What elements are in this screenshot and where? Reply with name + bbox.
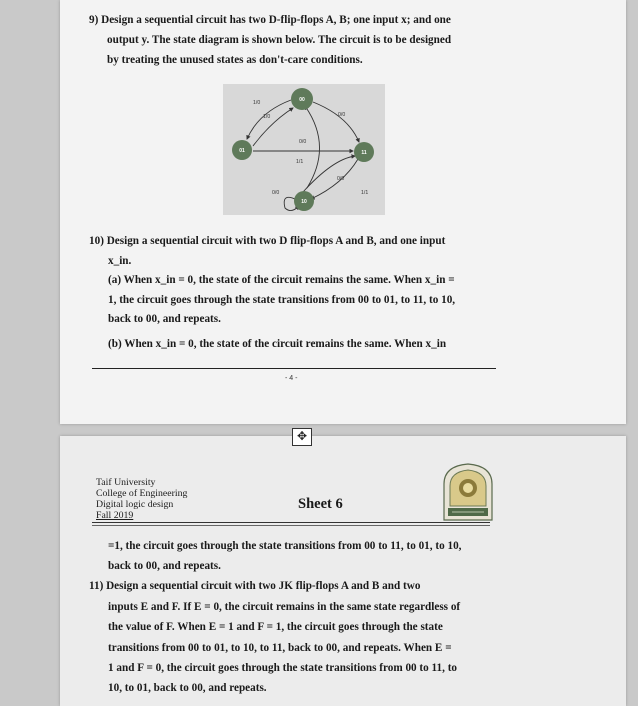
edge-label-3: 0/0: [338, 112, 346, 118]
q10-line-1: 10) Design a sequential circuit with two D flip-flops A and B, and one input: [89, 235, 446, 247]
edge-01-00: [253, 108, 293, 146]
edge-label-8: 0/0: [272, 190, 280, 196]
edge-label-4: 0/0: [299, 139, 307, 145]
edge-label-2: 1/0: [263, 114, 271, 120]
state-label-11: 11: [361, 150, 367, 156]
q10-line-4: 1, the circuit goes through the state transitions from 00 to 01, to 11, to 10,: [108, 294, 456, 306]
q9-line-2: output y. The state diagram is shown below. The circuit is to be designed: [107, 34, 452, 46]
state-label-01: 01: [239, 148, 245, 154]
q10-line-2: x_in.: [108, 255, 132, 267]
q10-line-5: back to 00, and repeats.: [108, 313, 221, 325]
q11-line-4: transitions from 00 to 01, to 10, to 11, back to 00, and repeats. When E =: [108, 642, 452, 654]
q11-line-3: the value of F. When E = 1 and F = 1, the circuit goes through the state: [108, 621, 443, 633]
header-rule: [92, 522, 490, 523]
page-move-handle[interactable]: ✥: [292, 428, 312, 446]
header-course: Digital logic design: [96, 499, 174, 510]
footer-rule: [92, 368, 496, 369]
q10-line-3: (a) When x_in = 0, the state of the circuit remains the same. When x_in =: [108, 274, 455, 286]
state-diagram: [223, 84, 385, 215]
header-college: College of Engineering: [96, 488, 188, 499]
q10-line-6: (b) When x_in = 0, the state of the circuit remains the same. When x_in: [108, 338, 447, 350]
q10-cont-line-1: =1, the circuit goes through the state transitions from 00 to 11, to 01, to 10,: [108, 540, 462, 552]
header-rule-2: [92, 525, 490, 526]
q11-line-2: inputs E and F. If E = 0, the circuit remains in the same state regardless of: [108, 601, 461, 613]
edge-11-10: [311, 159, 358, 199]
page-number: - 4 -: [285, 375, 298, 382]
university-logo: [440, 462, 496, 522]
edge-label-1: 1/0: [253, 100, 261, 106]
state-label-10: 10: [301, 199, 307, 205]
q11-line-5: 1 and F = 0, the circuit goes through the state transitions from 00 to 11, to: [108, 662, 458, 674]
header-university: Taif University: [96, 477, 156, 488]
q10-cont-line-2: back to 00, and repeats.: [108, 560, 221, 572]
q11-line-6: 10, to 01, back to 00, and repeats.: [108, 682, 267, 694]
sheet-title: Sheet 6: [298, 496, 343, 512]
edge-label-5: 1/1: [296, 159, 304, 165]
edge-label-7: 1/1: [361, 190, 369, 196]
edge-label-6: 0/0: [337, 176, 345, 182]
header-term: Fall 2019: [96, 510, 134, 521]
edge-00-11: [313, 102, 359, 142]
q9-line-1: 9) Design a sequential circuit has two D-flip-flops A, B; one input x; and one: [89, 14, 451, 26]
state-label-00: 00: [299, 97, 305, 103]
q9-line-3: by treating the unused states as don't-care conditions.: [107, 54, 363, 66]
q11-line-1: 11) Design a sequential circuit with two JK flip-flops A and B and two: [89, 580, 421, 592]
state-diagram-svg: [223, 84, 385, 215]
edge-10-00: [305, 106, 320, 188]
